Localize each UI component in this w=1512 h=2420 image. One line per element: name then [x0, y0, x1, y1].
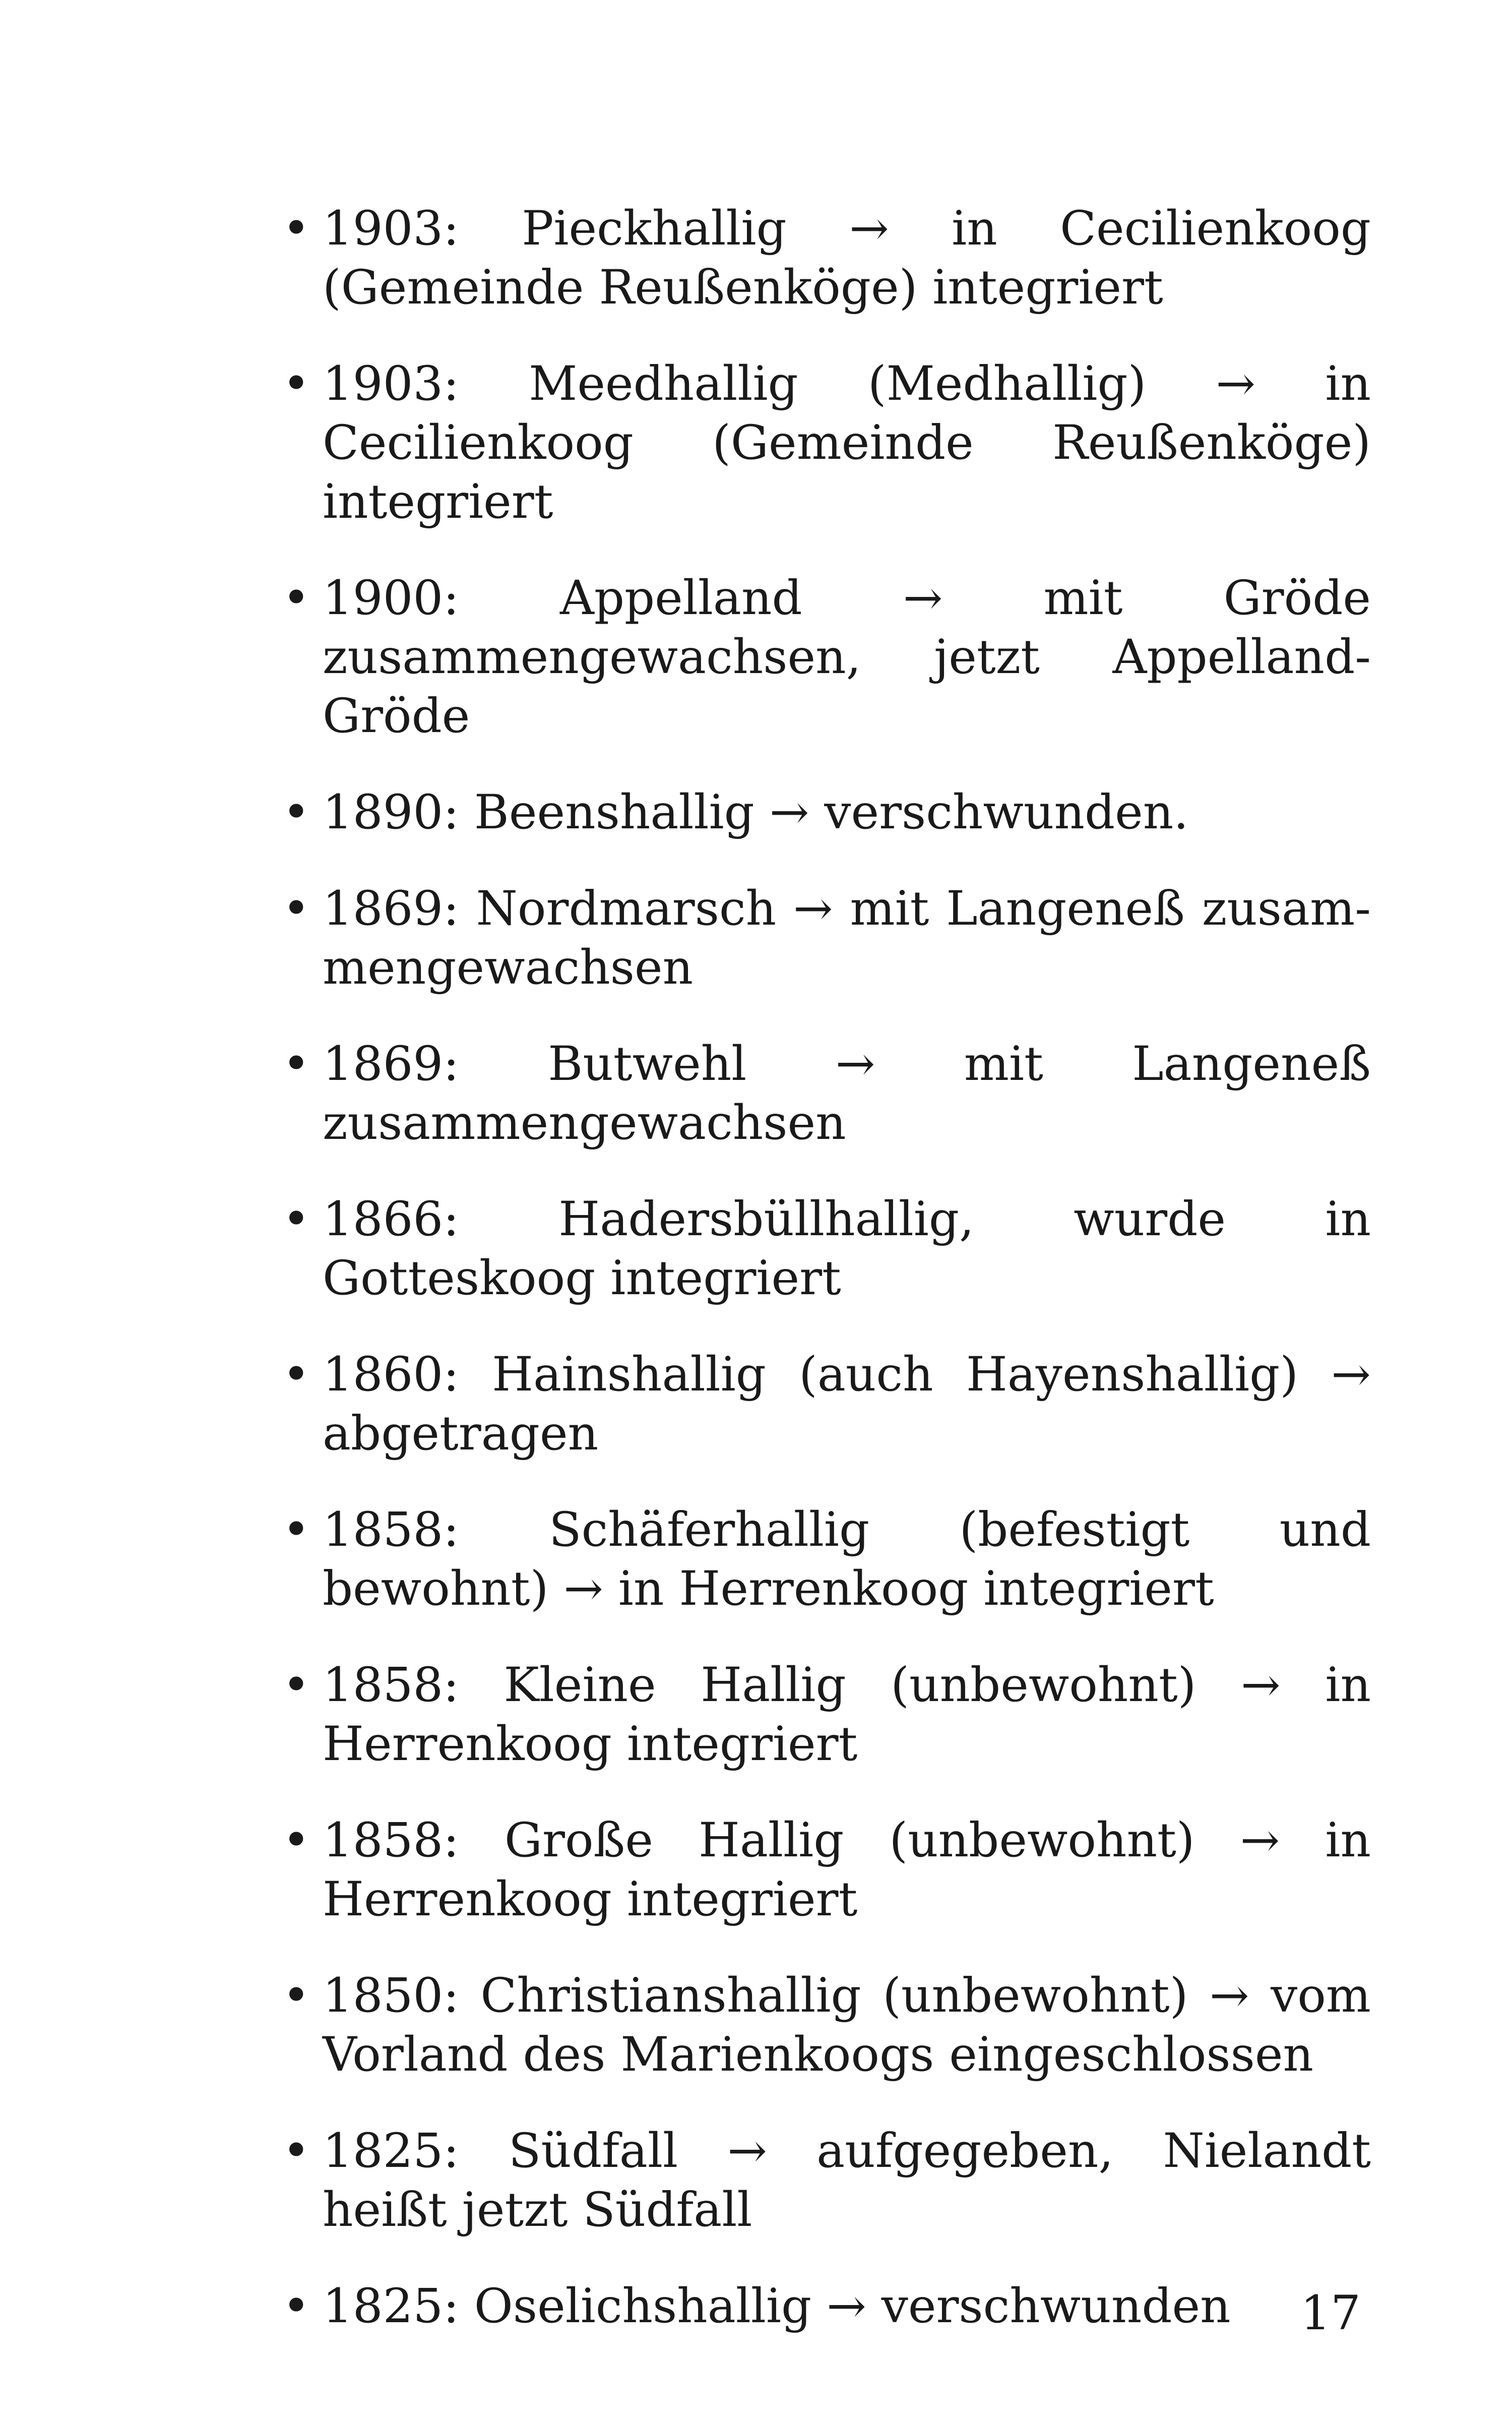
list-item: [282, 1811, 1371, 1929]
entry-text: 1825: Südfall → aufgegeben, Nielandt heißt jetzt Südfall: [323, 2124, 1371, 2237]
entry-text: 1903: Pieckhallig → in Cecilienkoog (Gemeinde Reußenköge) integriert: [323, 201, 1371, 315]
entry-text: 1900: Appelland → mit Gröde zusammengewachsen, jetzt Appelland-Gröde: [323, 571, 1371, 744]
list-item: [282, 783, 1371, 842]
bullet-icon: •: [282, 356, 310, 411]
bullet-icon: •: [282, 2279, 310, 2334]
bullet-icon: •: [282, 201, 310, 256]
bullet-icon: •: [282, 1658, 310, 1713]
list-item: [282, 1190, 1371, 1308]
bullet-icon: •: [282, 571, 310, 626]
entry-text: 1858: Schäferhallig (befestigt und bewohnt) → in Herrenkoog integriert: [323, 1502, 1371, 1616]
bullet-icon: •: [282, 2124, 310, 2179]
list-item: [282, 1656, 1371, 1774]
entry-text: 1825: Oselichshallig → verschwunden: [323, 2279, 1231, 2334]
entry-text: 1869: Butwehl → mit Langeneß zusammengewachsen: [323, 1037, 1371, 1151]
entry-text: 1869: Nordmarsch → mit Langeneß zusammengewachsen: [323, 881, 1371, 995]
list-item: [282, 2122, 1371, 2240]
bullet-icon: •: [282, 1037, 310, 1092]
bullet-icon: •: [282, 785, 310, 840]
list-item: [282, 354, 1371, 531]
entry-text: 1858: Kleine Hallig (unbewohnt) → in Herrenkoog integriert: [323, 1658, 1371, 1772]
list-item: [282, 569, 1371, 746]
hallig-list: [282, 199, 1371, 2373]
entry-text: 1890: Beenshallig → verschwunden.: [323, 785, 1189, 840]
list-item: [282, 199, 1371, 317]
entry-text: 1860: Hainshallig (auch Hayenshallig) → abgetragen: [323, 1347, 1371, 1461]
entry-text: 1866: Hadersbüllhallig, wurde in Gotteskoog integriert: [323, 1192, 1371, 1306]
list-item: [282, 1035, 1371, 1153]
list-item: [282, 2277, 1371, 2336]
entry-text: 1850: Christianshallig (unbewohnt) → vom Vorland des Marienkoogs eingeschlossen: [323, 1968, 1371, 2082]
bullet-icon: •: [282, 1502, 310, 1557]
bullet-icon: •: [282, 1813, 310, 1868]
list-item: [282, 879, 1371, 997]
entry-text: 1903: Meedhallig (Medhallig) → in Cecilienkoog (Gemeinde Reußenköge) integriert: [323, 356, 1371, 529]
bullet-icon: •: [282, 1347, 310, 1402]
bullet-icon: •: [282, 1968, 310, 2023]
list-item: [282, 1500, 1371, 1618]
page-number: 17: [1300, 2286, 1361, 2341]
list-item: [282, 1966, 1371, 2084]
bullet-icon: •: [282, 1192, 310, 1247]
entry-text: 1858: Große Hallig (unbewohnt) → in Herrenkoog integriert: [323, 1813, 1371, 1927]
list-item: [282, 1345, 1371, 1463]
bullet-icon: •: [282, 881, 310, 936]
